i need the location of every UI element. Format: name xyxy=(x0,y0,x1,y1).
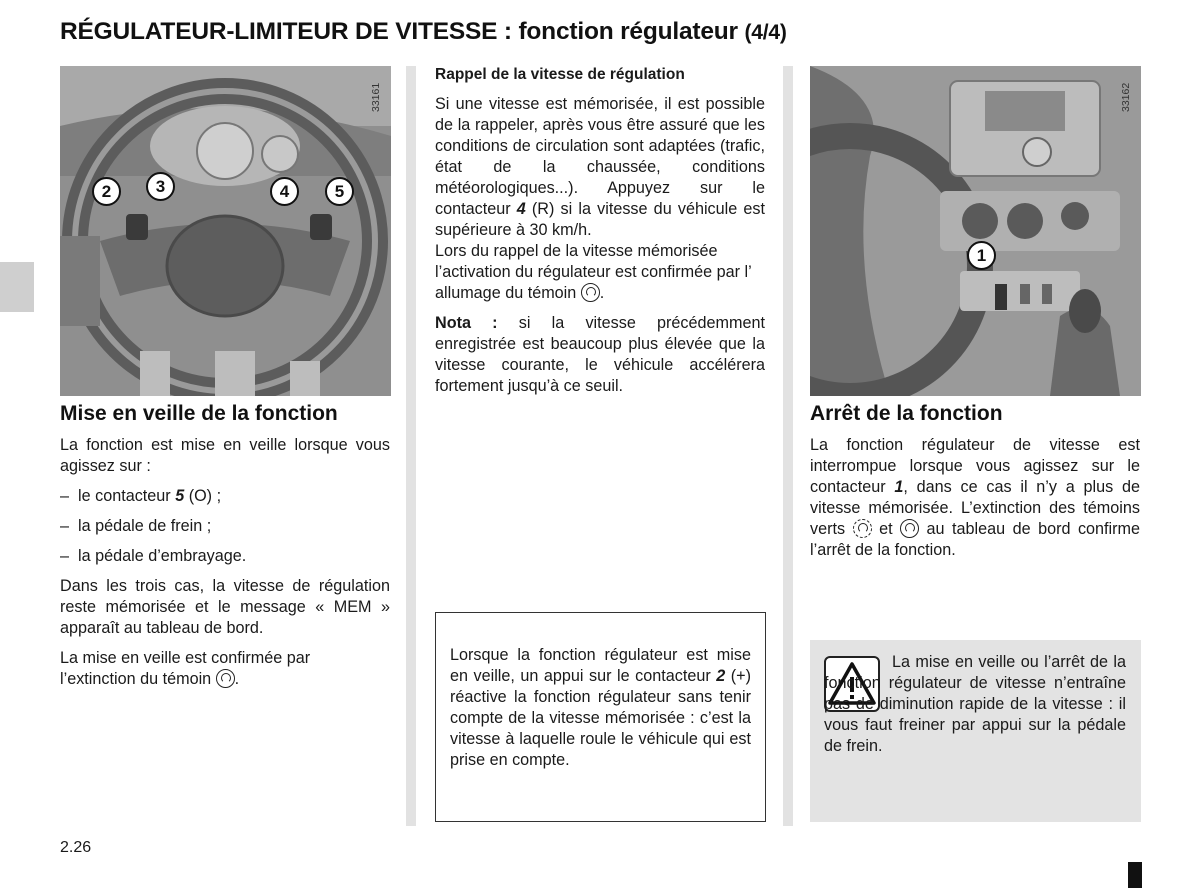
cruise-control-icon xyxy=(581,283,600,302)
column-separator-left xyxy=(406,66,416,826)
middle-column-text xyxy=(435,64,765,397)
standby-list xyxy=(60,486,390,567)
punctuation: . xyxy=(599,284,605,302)
nota-text: si la vitesse précédemment enregistrée est beaucoup plus élevée que la vitesse courante, le véhicule accélérera fortement jusqu’à ce seuil. xyxy=(435,314,765,395)
column-separator-right xyxy=(783,66,793,826)
list-item-text: la pédale d’embrayage. xyxy=(78,547,247,565)
section-title-standby: Mise en veille de la fonction xyxy=(60,402,338,425)
punctuation: . xyxy=(234,670,240,688)
standby-para2 xyxy=(60,648,390,690)
list-item: – le contacteur 5 (O) ; xyxy=(60,487,222,505)
figure-ref-33162: 33162 xyxy=(1120,82,1132,112)
stop-text-a: La fonction régulateur de vitesse est interrompue lorsque vous agissez sur le contacteur xyxy=(810,436,1140,496)
dashboard-illustration xyxy=(810,66,1141,396)
page-corner-mark xyxy=(1128,862,1142,888)
standby-para1: Dans les trois cas, la vitesse de régulation reste mémorisée et le message « MEM » apparaît au tableau de bord. xyxy=(60,577,390,637)
callout-5: 5 xyxy=(325,177,354,206)
section-title-recall: Rappel de la vitesse de régulation xyxy=(435,66,685,83)
stop-paragraph xyxy=(810,435,1140,561)
callout-1: 1 xyxy=(967,241,996,270)
nota-paragraph xyxy=(435,313,765,397)
recall-para1 xyxy=(435,94,765,241)
standby-intro: La fonction est mise en veille lorsque vous agissez sur : xyxy=(60,436,390,475)
list-item-text: la pédale de frein ; xyxy=(78,517,212,535)
warning-text: La mise en veille ou l’arrêt de la fonction régulateur de vitesse n’entraîne pas de diminution rapide de la vitesse : il vous faut freiner par appui sur la pédale de frein. xyxy=(824,653,1126,755)
cruise-control-icon xyxy=(900,519,919,538)
steering-wheel-photo xyxy=(60,66,391,396)
stop-text-mid: et xyxy=(879,520,893,538)
list-item-text: (O) ; xyxy=(188,487,222,505)
nota-label: Nota : xyxy=(435,314,498,332)
figure-ref-33161: 33161 xyxy=(370,82,382,112)
dashboard-photo xyxy=(810,66,1141,396)
info-box-text xyxy=(450,645,751,771)
recall-para1-text: Si une vitesse est mémorisée, il est possible de la rappeler, après vous être assuré que les conditions de circulation sont adaptées (trafic, état de la chaussée, conditions météorologiques...). Appuyez sur le contacteur xyxy=(435,95,765,218)
recall-para2 xyxy=(435,241,765,304)
page-number: 2.26 xyxy=(60,839,92,856)
list-item: – la pédale d’embrayage. xyxy=(60,547,247,565)
switch-number: 1 xyxy=(894,478,904,496)
right-column-text xyxy=(810,435,1140,561)
recall-para2-text: Lors du rappel de la vitesse mémorisée l’activation du régulateur est confirmée par l’ allumage du témoin xyxy=(435,242,752,302)
chapter-tab xyxy=(0,262,34,312)
list-item-text: le contacteur xyxy=(78,487,171,505)
switch-number: 2 xyxy=(716,667,726,685)
speed-limiter-icon xyxy=(853,519,872,538)
callout-2: 2 xyxy=(92,177,121,206)
cruise-control-icon xyxy=(216,669,235,688)
page-title-suffix: (4/4) xyxy=(744,21,787,44)
switch-number: 4 xyxy=(516,200,526,218)
page-title-text: RÉGULATEUR-LIMITEUR DE VITESSE : fonction régulateur xyxy=(60,18,738,45)
recall-para1-end: (R) si la vitesse du véhicule est supérieure à 30 km/h. xyxy=(435,200,765,239)
info-box xyxy=(435,612,766,822)
stop-text-c: au tableau de bord confirme l’arrêt de la fonction. xyxy=(810,520,1141,559)
section-title-stop: Arrêt de la fonction xyxy=(810,402,1003,425)
info-box-text-a: Lorsque la fonction régulateur est mise en veille, un appui sur le contacteur xyxy=(450,646,751,685)
page-title xyxy=(60,18,787,46)
callout-3: 3 xyxy=(146,172,175,201)
info-box-text-b: (+) réactive la fonction régulateur sans tenir compte de la vitesse mémorisée : c’est la vitesse à laquelle roule le véhicule qui est prise en compte. xyxy=(450,667,752,769)
stop-text-b: , dans ce cas il n’y a plus de vitesse mémorisée. L’extinction des témoins verts xyxy=(810,478,1140,538)
steering-wheel-illustration xyxy=(60,66,391,396)
list-item: – la pédale de frein ; xyxy=(60,517,212,535)
callout-4: 4 xyxy=(270,177,299,206)
switch-number: 5 xyxy=(175,487,185,505)
standby-para2-text: La mise en veille est confirmée par l’extinction du témoin xyxy=(60,649,311,688)
warning-box xyxy=(810,640,1141,822)
left-column-text xyxy=(60,435,390,690)
